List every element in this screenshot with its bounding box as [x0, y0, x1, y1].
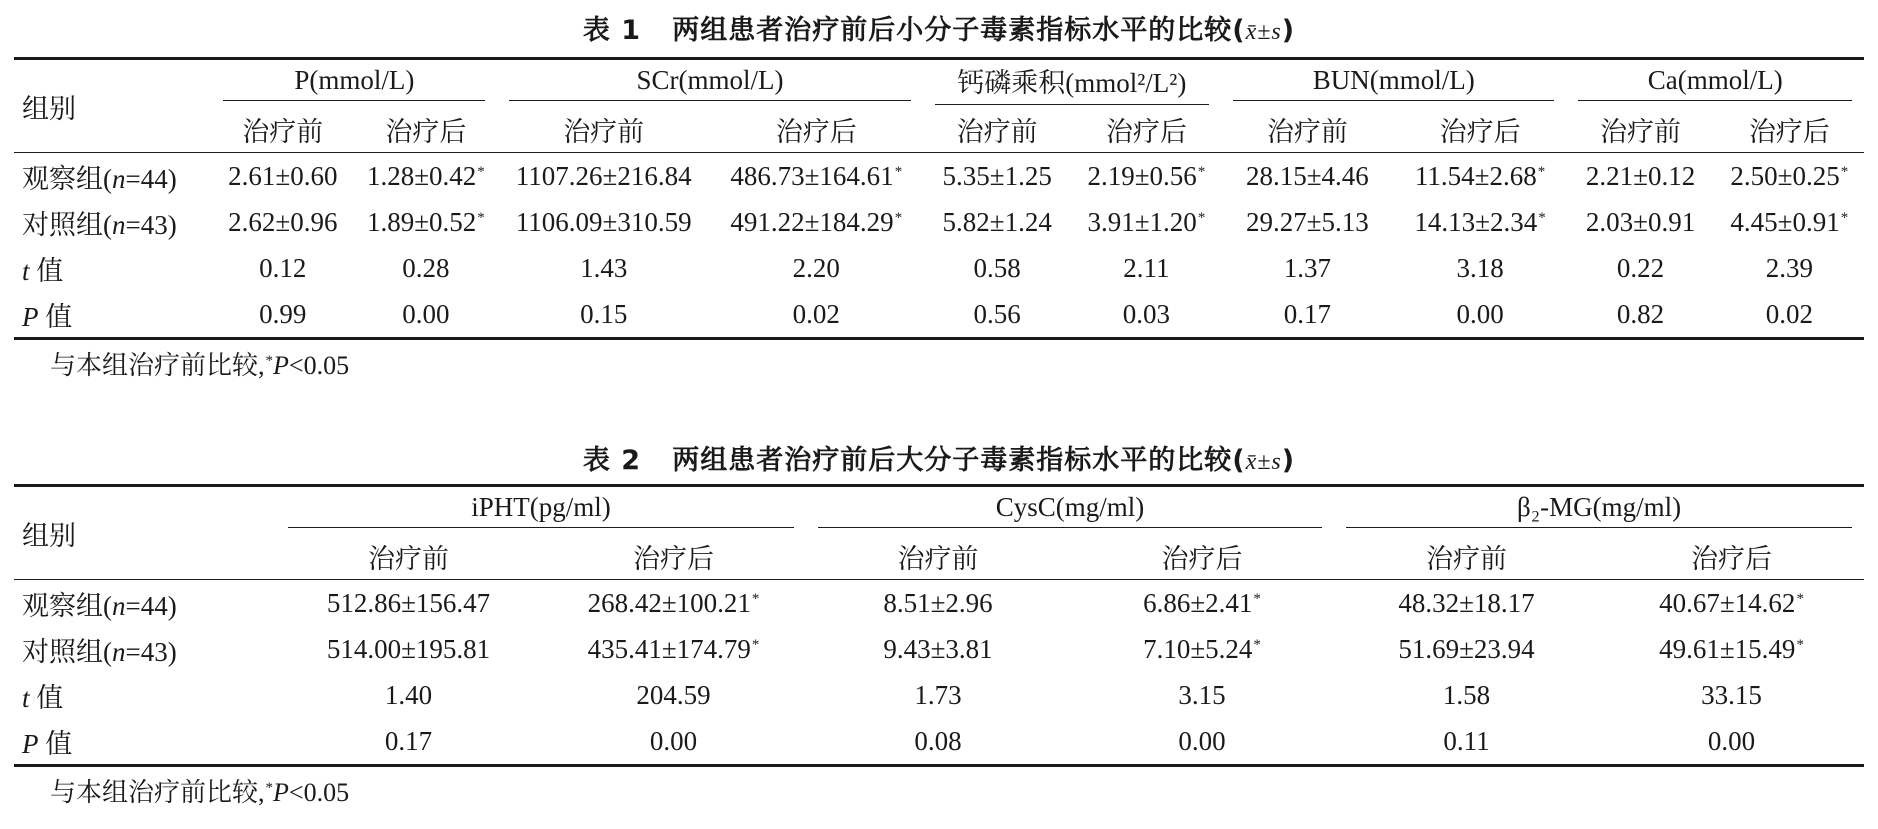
table2-cell-value: 33.15: [1701, 679, 1762, 710]
table1-cell-value: 0.02: [792, 298, 840, 329]
table2-cell: [806, 718, 1070, 766]
table1-sub-after: 治疗后: [1715, 106, 1864, 153]
table1-cell: [1715, 153, 1864, 200]
table1-cell: [211, 153, 354, 200]
table1-cell: [1072, 245, 1221, 291]
table1-cell: [923, 291, 1072, 339]
table1-cell: [923, 153, 1072, 200]
table1-sub-after: 治疗后: [354, 106, 497, 153]
table1-row: [14, 153, 1864, 200]
table2-cell-value: 0.00: [1178, 725, 1226, 756]
table1-row-label: P 值: [14, 291, 211, 339]
table2-cell: [541, 672, 806, 718]
table2-cell: [541, 718, 806, 766]
table2-cell: [806, 580, 1070, 627]
table1-cell-value: 4.45±0.91: [1730, 206, 1840, 237]
table1-cell-value: 2.19±0.56: [1087, 160, 1197, 191]
table1-cell-value: 5.82±1.24: [942, 206, 1052, 237]
table1-sub-after: 治疗后: [710, 106, 923, 153]
table2-group-header: 组别: [14, 486, 276, 580]
table2-cell: [1334, 672, 1599, 718]
table2-cell-value: 6.86±2.41: [1143, 587, 1253, 618]
table1-cell: [1221, 291, 1394, 339]
table1-cell-value: 3.91±1.20: [1087, 206, 1197, 237]
table1-cell-value: 0.82: [1616, 298, 1665, 329]
table1-cell: [923, 199, 1072, 245]
table1-cell: [354, 199, 497, 245]
table2-cell-value: 3.15: [1178, 679, 1226, 710]
table1-cell: [1566, 291, 1714, 339]
table2-col-cysc: CysC(mg/ml): [818, 492, 1322, 528]
table2-significance-mark: *: [751, 636, 760, 653]
table2-cell: [1070, 672, 1334, 718]
table1-cell: [710, 153, 923, 200]
table1-row: [14, 245, 1864, 291]
table1-cell-value: 0.12: [259, 252, 307, 283]
table1-caption-stat: x̄±s: [1245, 19, 1282, 45]
table1-sub-before: 治疗前: [497, 106, 710, 153]
table1-cell-value: 0.02: [1765, 298, 1813, 329]
table1-cell: [1394, 245, 1567, 291]
table1-cell-value: 29.27±5.13: [1245, 206, 1369, 237]
table2-col-b2mg: β₂-MG(mg/ml): [1346, 492, 1852, 528]
table1-row-label: 观察组(n=44): [22, 163, 177, 194]
table1-significance-mark: *: [1538, 209, 1546, 226]
table2-cell-value: 0.00: [1707, 725, 1756, 756]
table1-group-header: 组别: [14, 59, 211, 153]
table1-col-bun: BUN(mmol/L): [1233, 65, 1554, 101]
table1-cell-value: 0.99: [259, 298, 307, 329]
table1-cell-value: 486.73±164.61: [730, 160, 894, 191]
table1-cell: [710, 199, 923, 245]
table1-cell-value: 2.20: [792, 252, 840, 283]
table1-cell: [710, 291, 923, 339]
table1-cell-value: 1.89±0.52: [366, 206, 477, 237]
table1-sub-after: 治疗后: [1072, 106, 1221, 153]
table1-cell-value: 0.58: [973, 252, 1021, 283]
table1-cell: [1394, 291, 1567, 339]
table1-cell: [1715, 245, 1864, 291]
table1-cell-value: 28.15±4.46: [1245, 160, 1369, 191]
table2-cell-value: 0.17: [384, 725, 433, 756]
table2-cell-value: 1.40: [384, 679, 433, 710]
table2-significance-mark: *: [1796, 590, 1804, 607]
table2-cell: [1070, 580, 1334, 627]
table2-row: [14, 672, 1864, 718]
table1-row-label: t 值: [22, 255, 64, 286]
table1-cell: [1715, 291, 1864, 339]
table1-body: [14, 153, 1864, 339]
table2-subheader-row: [14, 533, 1864, 580]
table2-significance-mark: *: [1253, 636, 1261, 653]
table1-cell: [354, 153, 497, 200]
table2-sub-after: 治疗后: [541, 533, 806, 580]
table1-cell: [1566, 199, 1714, 245]
table2-row: [14, 626, 1864, 672]
table2-caption: [0, 444, 1878, 479]
table1-cell: [1221, 245, 1394, 291]
table1-cell: [1715, 199, 1864, 245]
table1-cell-value: 0.28: [402, 252, 450, 283]
table1-col-capxp: 钙磷乘积(mmol²/L²): [935, 61, 1209, 105]
table2: [14, 484, 1864, 767]
table1-cell: [1566, 245, 1714, 291]
table1-row-label: 对照组(n=43): [22, 209, 177, 240]
table1-significance-mark: *: [894, 209, 903, 226]
table1-cell: [1566, 153, 1714, 200]
table2-cell: [1334, 718, 1599, 766]
table1-caption: [0, 14, 1878, 49]
table2-sub-after: 治疗后: [1599, 533, 1864, 580]
table2-cell-value: 0.11: [1443, 725, 1490, 756]
table2-cell-value: 51.69±23.94: [1398, 633, 1535, 664]
table1-significance-mark: *: [1840, 209, 1849, 226]
table2-cell-value: 40.67±14.62: [1659, 587, 1796, 618]
table1-header-row: [14, 59, 1864, 107]
table2-cell-value: 1.73: [914, 679, 962, 710]
table2-caption-title: 两组患者治疗前后大分子毒素指标水平的比较(: [672, 445, 1246, 476]
table1-cell: [1221, 199, 1394, 245]
table2-cell-value: 8.51±2.96: [883, 587, 993, 618]
table2-cell: [1334, 626, 1599, 672]
table1-cell-value: 0.56: [973, 298, 1021, 329]
table2-significance-mark: *: [751, 590, 760, 607]
table1-cell: [497, 153, 710, 200]
table1-cell: [497, 245, 710, 291]
table1-cell-value: 1107.26±216.84: [515, 160, 692, 191]
table1-subheader-row: [14, 106, 1864, 153]
table1-sub-before: 治疗前: [211, 106, 354, 153]
table2-cell: [276, 718, 541, 766]
table2-cell-value: 512.86±156.47: [326, 587, 491, 618]
table1-significance-mark: *: [1537, 163, 1546, 180]
table1-cell-value: 2.21±0.12: [1585, 160, 1696, 191]
table2-cell-value: 435.41±174.79: [587, 633, 751, 664]
table1-cell-value: 0.00: [1456, 298, 1504, 329]
table2-cell-value: 204.59: [636, 679, 711, 710]
table1-cell: [923, 245, 1072, 291]
table2-col-ipht: iPHT(pg/ml): [288, 492, 794, 528]
table1-cell-value: 14.13±2.34: [1414, 206, 1538, 237]
table1-sub-before: 治疗前: [923, 106, 1072, 153]
table1-cell-value: 1.37: [1283, 252, 1331, 283]
table1-cell-value: 2.62±0.96: [228, 206, 338, 237]
table1-significance-mark: *: [1840, 163, 1849, 180]
table1-cell: [211, 245, 354, 291]
table2-cell: [1599, 626, 1864, 672]
table2-cell: [276, 580, 541, 627]
table1-cell: [497, 199, 710, 245]
table2-sub-before: 治疗前: [806, 533, 1070, 580]
table1-sub-before: 治疗前: [1221, 106, 1394, 153]
table1-cell-value: 0.15: [580, 298, 628, 329]
table2-row: [14, 718, 1864, 766]
table1-caption-close: ): [1281, 15, 1296, 46]
table2-caption-close: ): [1281, 445, 1296, 476]
table2-cell: [276, 626, 541, 672]
table1: [14, 57, 1864, 340]
table1-cell: [211, 199, 354, 245]
table1-col-scr: SCr(mmol/L): [509, 65, 910, 101]
table2-cell-value: 7.10±5.24: [1143, 633, 1253, 664]
table2-header-row: [14, 486, 1864, 534]
table2-sub-before: 治疗前: [1334, 533, 1599, 580]
table1-cell-value: 1.43: [580, 252, 628, 283]
table1-significance-mark: *: [1197, 209, 1206, 226]
table1-significance-mark: *: [477, 163, 485, 180]
table2-row-label: t 值: [22, 682, 64, 713]
table1-cell: [1072, 153, 1221, 200]
table1-cell-value: 11.54±2.68: [1414, 160, 1537, 191]
table2-note: 与本组治疗前比较,*P<0.05: [50, 778, 350, 807]
table1-cell: [1394, 153, 1567, 200]
table1-cell-value: 1106.09±310.59: [515, 206, 692, 237]
table2-cell-value: 268.42±100.21: [587, 587, 751, 618]
table2-caption-stat: x̄±s: [1245, 449, 1282, 475]
table2-row-label: P 值: [14, 718, 276, 766]
table2-cell: [1334, 580, 1599, 627]
table1-caption-label: 表 1: [582, 15, 642, 46]
table1-cell-value: 0.17: [1283, 298, 1331, 329]
table1-cell: [354, 291, 497, 339]
table1-cell-value: 491.22±184.29: [730, 206, 894, 237]
table1-cell-value: 0.22: [1616, 252, 1665, 283]
table1-cell-value: 5.35±1.25: [942, 160, 1052, 191]
table1-sub-before: 治疗前: [1566, 106, 1714, 153]
table1-row: [14, 291, 1864, 339]
table1-cell: [354, 245, 497, 291]
table2-cell: [276, 672, 541, 718]
table2-row: [14, 580, 1864, 627]
table1-cell: [211, 291, 354, 339]
table1-cell-value: 2.61±0.60: [228, 160, 338, 191]
table2-cell-value: 9.43±3.81: [883, 633, 993, 664]
table2-cell-value: 0.08: [914, 725, 962, 756]
table1-cell: [1072, 291, 1221, 339]
table1-sub-after: 治疗后: [1394, 106, 1567, 153]
table1-cell-value: 2.50±0.25: [1730, 160, 1840, 191]
table2-cell: [541, 626, 806, 672]
table1-cell: [1072, 199, 1221, 245]
table1-cell: [1221, 153, 1394, 200]
table2-body: [14, 580, 1864, 766]
table1-col-ca: Ca(mmol/L): [1578, 65, 1852, 101]
table2-cell: [806, 626, 1070, 672]
table2-significance-mark: *: [1796, 636, 1804, 653]
table2-row-label: 对照组(n=43): [22, 636, 177, 667]
table2-cell: [1599, 718, 1864, 766]
table1-cell: [497, 291, 710, 339]
table2-caption-label: 表 2: [582, 445, 642, 476]
table1-cell-value: 3.18: [1456, 252, 1504, 283]
table2-cell: [1070, 718, 1334, 766]
table2-cell-value: 1.58: [1442, 679, 1491, 710]
table2-cell: [541, 580, 806, 627]
table1-note: 与本组治疗前比较,*P<0.05: [50, 351, 350, 380]
table1-cell-value: 0.03: [1122, 298, 1171, 329]
table1-cell-value: 2.03±0.91: [1585, 206, 1696, 237]
table2-row-label: 观察组(n=44): [22, 590, 177, 621]
table2-cell-value: 48.32±18.17: [1398, 587, 1535, 618]
table1-row: [14, 199, 1864, 245]
table1-caption-title: 两组患者治疗前后小分子毒素指标水平的比较(: [672, 15, 1246, 46]
table1-col-p: P(mmol/L): [223, 65, 485, 101]
table2-cell-value: 514.00±195.81: [326, 633, 491, 664]
table1-cell: [1394, 199, 1567, 245]
table2-sub-before: 治疗前: [276, 533, 541, 580]
table1-cell: [710, 245, 923, 291]
table1-cell-value: 2.11: [1123, 252, 1170, 283]
table1-cell-value: 2.39: [1765, 252, 1813, 283]
table2-sub-after: 治疗后: [1070, 533, 1334, 580]
table2-cell: [1070, 626, 1334, 672]
table2-cell: [806, 672, 1070, 718]
table2-significance-mark: *: [1253, 590, 1261, 607]
table1-significance-mark: *: [1197, 163, 1206, 180]
table2-cell: [1599, 580, 1864, 627]
table2-cell: [1599, 672, 1864, 718]
table1-significance-mark: *: [477, 209, 485, 226]
table1-cell-value: 1.28±0.42: [366, 160, 477, 191]
table2-cell-value: 49.61±15.49: [1659, 633, 1796, 664]
table1-significance-mark: *: [894, 163, 903, 180]
table2-cell-value: 0.00: [649, 725, 698, 756]
table1-cell-value: 0.00: [402, 298, 450, 329]
